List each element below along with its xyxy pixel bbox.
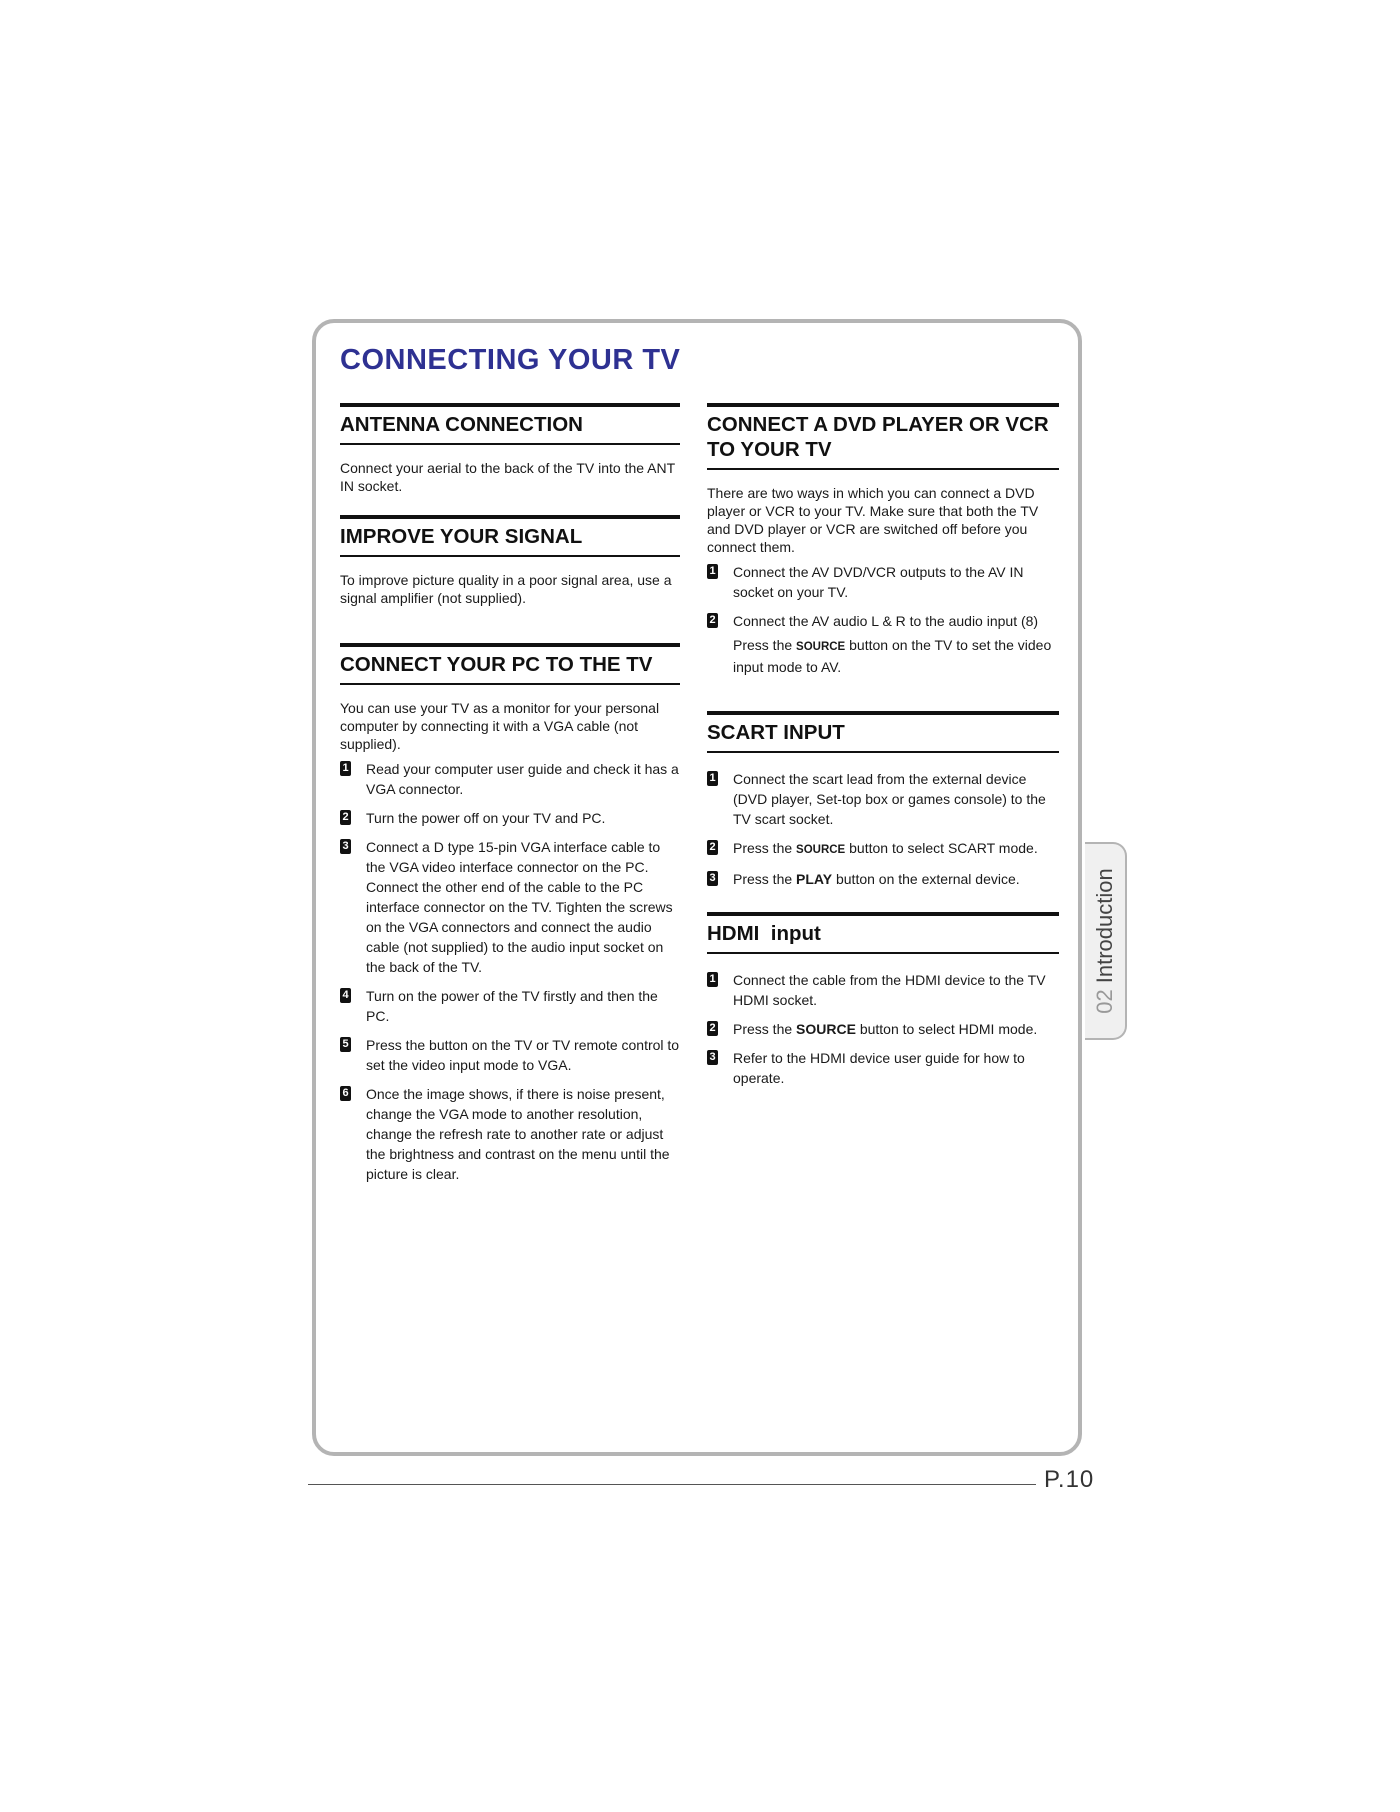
step-text-post: button to select HDMI mode.: [855, 1021, 1038, 1037]
dvd-source-note: [707, 635, 1059, 677]
footer-rule: [308, 1484, 1036, 1485]
dvd-step: [707, 611, 1059, 631]
chapter-side-tab[interactable]: [1085, 842, 1127, 1040]
step-number-badge: 6: [340, 1086, 351, 1101]
source-keyword: SOURCE: [796, 641, 846, 653]
signal-heading: IMPROVE YOUR SIGNAL: [340, 515, 680, 557]
step-number-badge: 2: [707, 1021, 718, 1036]
step-text-pre: Press the: [733, 1021, 797, 1037]
step-number-badge: 2: [707, 840, 718, 855]
page-number: P.10: [1044, 1466, 1095, 1493]
scart-step: [707, 769, 1059, 829]
pc-section: [340, 643, 680, 1184]
scart-step: [707, 869, 1059, 889]
dvd-intro: There are two ways in which you can connect a DVD player or VCR to your TV. Make sure that both the TV and DVD player or VCR are switched off before you connect them.: [707, 485, 1039, 555]
dvd-steps: [707, 562, 1059, 631]
pc-step: [340, 837, 680, 977]
left-column: [340, 403, 680, 1193]
step-number-badge: 1: [707, 771, 718, 786]
note-text: button on the TV to set the video input mode to AV.: [733, 637, 1052, 675]
chapter-title: Introduction: [1092, 868, 1117, 984]
pc-step: [340, 1084, 680, 1184]
step-text: Turn on the power of the TV firstly and then the PC.: [366, 988, 658, 1024]
step-number-badge: 3: [707, 871, 718, 886]
hdmi-section: [707, 912, 1059, 1088]
pc-steps: [340, 759, 680, 1184]
step-text-post: button to select SCART mode.: [845, 840, 1038, 856]
play-keyword: PLAY: [796, 871, 833, 887]
note-text: Press the: [733, 637, 797, 653]
scart-step: [707, 838, 1059, 860]
step-number-badge: 2: [340, 810, 351, 825]
step-number-badge: 2: [707, 613, 718, 628]
step-text: Press the button on the TV or TV remote control to set the video input mode to VGA.: [366, 1037, 680, 1073]
step-number-badge: 3: [340, 839, 351, 854]
step-text: Read your computer user guide and check it has a VGA connector.: [366, 761, 679, 797]
step-text-post: button on the external device.: [832, 871, 1020, 887]
chapter-number: 02: [1092, 989, 1117, 1014]
dvd-section: [707, 403, 1059, 677]
step-text: Connect a D type 15-pin VGA interface cable to the VGA video interface connector on the PC. Connect the other end of the cable to the PC interface connector on the TV. Tighten the screws on the VGA connectors and connect the audio cable (not supplied) to the audio input socket on the back of the TV.: [366, 839, 673, 975]
step-text: Connect the scart lead from the external device (DVD player, Set-top box or games console) to the TV scart socket.: [733, 771, 1046, 827]
hdmi-steps: [707, 970, 1059, 1088]
hdmi-heading: HDMI input: [707, 912, 1059, 954]
hdmi-step: [707, 970, 1059, 1010]
step-number-badge: 1: [707, 564, 718, 579]
step-text-pre: Press the: [733, 840, 797, 856]
step-text-pre: Press the: [733, 871, 797, 887]
step-number-badge: 1: [707, 972, 718, 987]
step-text: Refer to the HDMI device user guide for how to operate.: [733, 1050, 1025, 1086]
chapter-label: [1092, 868, 1118, 1013]
step-number-badge: 4: [340, 988, 351, 1003]
pc-heading: CONNECT YOUR PC TO THE TV: [340, 643, 680, 685]
source-keyword: SOURCE: [796, 844, 846, 856]
dvd-step: [707, 562, 1059, 602]
page-title: CONNECTING YOUR TV: [340, 344, 681, 376]
step-text: Connect the AV audio L & R to the audio input (8): [733, 613, 1039, 629]
step-text: Once the image shows, if there is noise present, change the VGA mode to another resolution, change the refresh rate to another rate or adjust the brightness and contrast on the menu until the picture is clear.: [366, 1086, 670, 1182]
step-number-badge: 5: [340, 1037, 351, 1052]
scart-steps: [707, 769, 1059, 889]
antenna-section: [340, 403, 680, 495]
step-text: Connect the cable from the HDMI device to the TV HDMI socket.: [733, 972, 1046, 1008]
signal-section: [340, 515, 680, 607]
signal-text: To improve picture quality in a poor signal area, use a signal amplifier (not supplied).: [340, 572, 672, 606]
pc-step: [340, 1035, 680, 1075]
pc-step: [340, 759, 680, 799]
source-keyword: SOURCE: [796, 1021, 856, 1037]
scart-section: [707, 711, 1059, 889]
step-text: Turn the power off on your TV and PC.: [366, 810, 606, 826]
step-text: Connect the AV DVD/VCR outputs to the AV IN socket on your TV.: [733, 564, 1024, 600]
scart-heading: SCART INPUT: [707, 711, 1059, 753]
pc-step: [340, 986, 680, 1026]
step-number-badge: 1: [340, 761, 351, 776]
antenna-text: Connect your aerial to the back of the TV into the ANT IN socket.: [340, 460, 675, 494]
pc-step: [340, 808, 680, 828]
right-column: [707, 403, 1059, 1097]
hdmi-step: [707, 1048, 1059, 1088]
hdmi-step: [707, 1019, 1059, 1039]
step-number-badge: 3: [707, 1050, 718, 1065]
antenna-heading: ANTENNA CONNECTION: [340, 403, 680, 445]
dvd-heading: CONNECT A DVD PLAYER OR VCR TO YOUR TV: [707, 403, 1059, 470]
pc-intro: You can use your TV as a monitor for your personal computer by connecting it with a VGA cable (not supplied).: [340, 700, 660, 752]
